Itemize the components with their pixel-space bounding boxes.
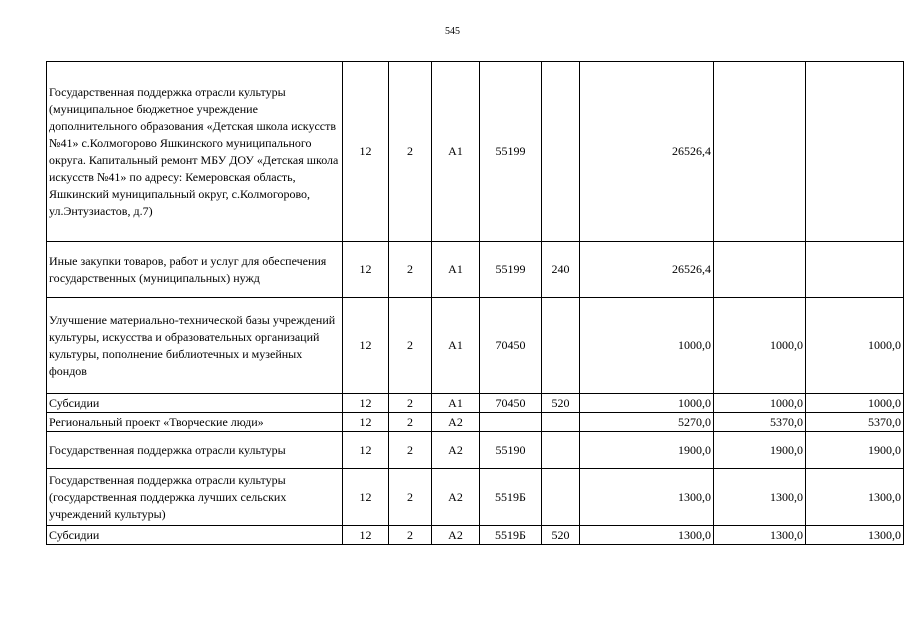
subsection-code: 2 [389, 432, 432, 469]
program-code: А2 [432, 432, 480, 469]
amount-year-1: 1000,0 [580, 394, 714, 413]
direction-code: 55199 [480, 242, 542, 298]
amount-year-1: 26526,4 [580, 62, 714, 242]
amount-year-2: 1000,0 [714, 298, 806, 394]
amount-year-1: 5270,0 [580, 413, 714, 432]
section-code: 12 [343, 62, 389, 242]
program-code: А2 [432, 526, 480, 545]
direction-code: 70450 [480, 298, 542, 394]
subsection-code: 2 [389, 242, 432, 298]
expense-type-code [542, 413, 580, 432]
expense-type-code [542, 62, 580, 242]
expense-type-code [542, 432, 580, 469]
direction-code: 5519Б [480, 526, 542, 545]
amount-year-3: 5370,0 [806, 413, 904, 432]
subsection-code: 2 [389, 394, 432, 413]
program-code: А1 [432, 62, 480, 242]
amount-year-3: 1300,0 [806, 526, 904, 545]
section-code: 12 [343, 298, 389, 394]
expense-type-code: 520 [542, 394, 580, 413]
direction-code: 70450 [480, 394, 542, 413]
subsection-code: 2 [389, 469, 432, 526]
amount-year-2: 1900,0 [714, 432, 806, 469]
table-row [47, 469, 904, 526]
table-row [47, 432, 904, 469]
amount-year-3: 1300,0 [806, 469, 904, 526]
section-code: 12 [343, 242, 389, 298]
direction-code: 5519Б [480, 469, 542, 526]
amount-year-3: 1000,0 [806, 394, 904, 413]
section-code: 12 [343, 394, 389, 413]
row-name: Улучшение материально-технической базы учреждений культуры, искусства и образовательных организаций культуры, пополнение библиотечных и музейных фондов [47, 298, 343, 394]
amount-year-1: 1900,0 [580, 432, 714, 469]
amount-year-1: 1300,0 [580, 469, 714, 526]
direction-code: 55199 [480, 62, 542, 242]
amount-year-2: 1300,0 [714, 469, 806, 526]
expense-type-code [542, 298, 580, 394]
direction-code: 55190 [480, 432, 542, 469]
section-code: 12 [343, 432, 389, 469]
amount-year-2: 5370,0 [714, 413, 806, 432]
budget-table [46, 61, 904, 545]
subsection-code: 2 [389, 413, 432, 432]
program-code: А1 [432, 394, 480, 413]
program-code: А2 [432, 469, 480, 526]
amount-year-3: 1900,0 [806, 432, 904, 469]
amount-year-2 [714, 242, 806, 298]
table-row [47, 242, 904, 298]
amount-year-2: 1000,0 [714, 394, 806, 413]
subsection-code: 2 [389, 62, 432, 242]
expense-type-code: 520 [542, 526, 580, 545]
amount-year-1: 26526,4 [580, 242, 714, 298]
row-name: Субсидии [47, 394, 343, 413]
section-code: 12 [343, 469, 389, 526]
subsection-code: 2 [389, 526, 432, 545]
amount-year-3: 1000,0 [806, 298, 904, 394]
row-name: Государственная поддержка отрасли культуры [47, 432, 343, 469]
page-number: 545 [445, 26, 460, 37]
section-code: 12 [343, 526, 389, 545]
expense-type-code [542, 469, 580, 526]
amount-year-2: 1300,0 [714, 526, 806, 545]
amount-year-3 [806, 242, 904, 298]
table-row [47, 298, 904, 394]
row-name: Иные закупки товаров, работ и услуг для обеспечения государственных (муниципальных) нужд [47, 242, 343, 298]
row-name: Государственная поддержка отрасли культуры (муниципальное бюджетное учреждение дополнительного образования «Детская школа искусств №41» с.Колмогорово Яшкинского муниципального округа. Капитальный ремонт МБУ ДОУ «Детская школа искусств №41» по адресу: Кемеровская область, Яшкинский муниципальный округ, с.Колмогорово, ул.Энтузиастов, д.7) [47, 62, 343, 242]
amount-year-3 [806, 62, 904, 242]
amount-year-1: 1300,0 [580, 526, 714, 545]
table-row [47, 394, 904, 413]
table-row [47, 62, 904, 242]
row-name: Государственная поддержка отрасли культуры (государственная поддержка лучших сельских учреждений культуры) [47, 469, 343, 526]
program-code: А1 [432, 298, 480, 394]
program-code: А2 [432, 413, 480, 432]
program-code: А1 [432, 242, 480, 298]
table-row [47, 413, 904, 432]
section-code: 12 [343, 413, 389, 432]
row-name: Субсидии [47, 526, 343, 545]
subsection-code: 2 [389, 298, 432, 394]
direction-code [480, 413, 542, 432]
amount-year-2 [714, 62, 806, 242]
table-row [47, 526, 904, 545]
row-name: Региональный проект «Творческие люди» [47, 413, 343, 432]
expense-type-code: 240 [542, 242, 580, 298]
amount-year-1: 1000,0 [580, 298, 714, 394]
